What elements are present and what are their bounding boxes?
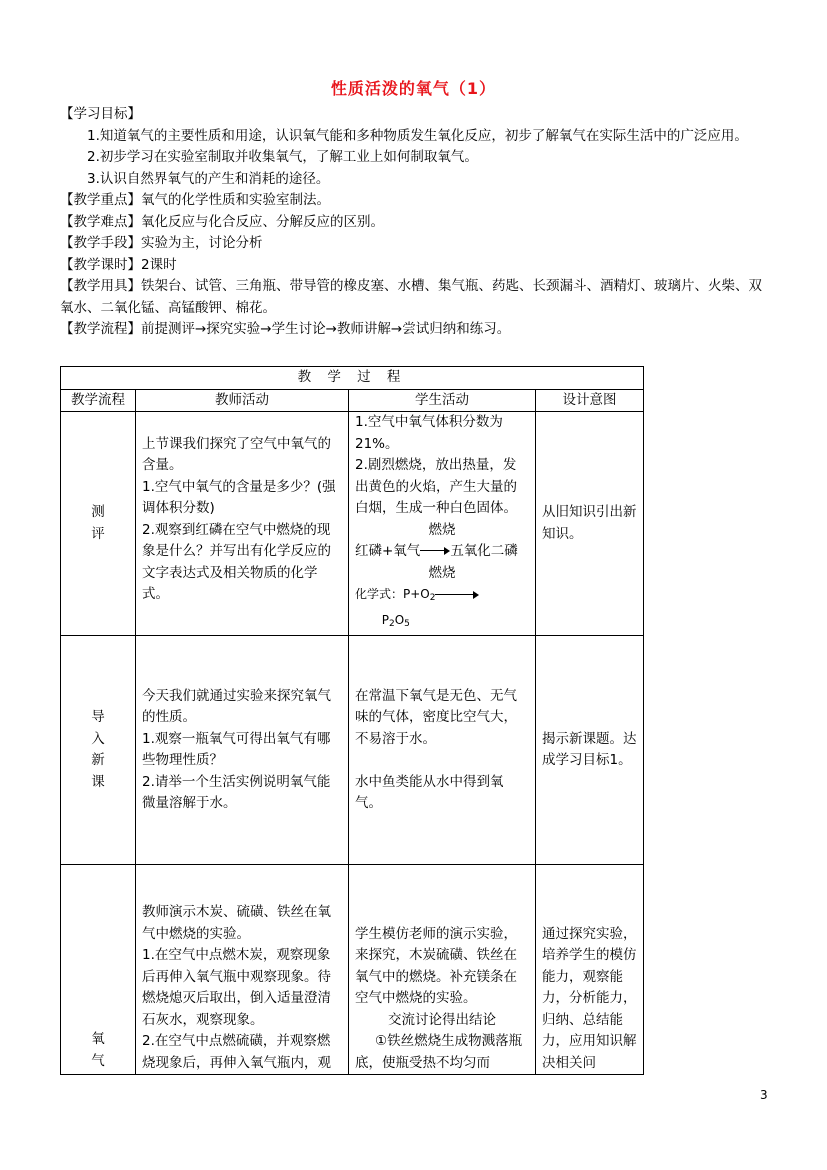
student-line: 交流讨论得出结论: [388, 1011, 496, 1028]
objective-1: 1.知道氧气的主要性质和用途，认识氧气能和多种物质发生氧化反应，初步了解氧气在实际生活中的广泛应用。: [87, 127, 748, 144]
stage-cell: [61, 636, 136, 865]
equation-condition: 燃烧: [428, 521, 456, 538]
teacher-cell: [136, 636, 349, 865]
arrow-icon: [420, 547, 450, 555]
student-cell: [349, 636, 536, 865]
column-header-intent: 设计意图: [536, 389, 644, 412]
formula-right: P: [381, 612, 389, 627]
page-number: 3: [760, 1088, 768, 1102]
teacher-line: 1.在空气中点燃木炭，观察现象后再伸入氧气瓶中观察现象。待燃烧熄灭后取出，倒入适量澄清石灰水，观察现象。: [142, 947, 331, 1028]
subscript: 2: [429, 593, 436, 603]
key-points: 【教学重点】氧气的化学性质和实验室制法。: [60, 192, 330, 208]
teacher-cell: [136, 865, 349, 1075]
teacher-line: 2.观察到红磷在空气中燃烧的现象是什么？并写出有化学反应的文字表达式及相关物质的化学式。: [142, 521, 331, 602]
stage-char: 氧: [91, 1031, 105, 1047]
teacher-line: 2.在空气中点燃硫磺，并观察燃烧现象后，再伸入氧气瓶内，观: [142, 1033, 331, 1071]
teacher-line: 1.观察一瓶氧气可得出氧气有哪些物理性质？: [142, 730, 331, 768]
subscript: 2: [388, 618, 395, 629]
equation-right: 五氧化二磷: [450, 543, 518, 559]
teacher-line: 今天我们就通过实验来探究氧气的性质。: [142, 687, 331, 725]
student-cell: [349, 865, 536, 1075]
stage-char: 入: [91, 730, 105, 747]
column-header-teacher: 教师活动: [136, 389, 349, 412]
stage-char: 导: [91, 709, 105, 725]
teaching-equipment: 【教学用具】铁架台、试管、三角瓶、带导管的橡皮塞、水槽、集气瓶、药匙、长颈漏斗、酒精灯、玻璃片、火柴、双氧水、二氧化锰、高锰酸钾、棉花。: [60, 278, 762, 316]
difficulties: 【教学难点】氧化反应与化合反应、分解反应的区别。: [60, 213, 384, 230]
intent-cell: [536, 865, 644, 1075]
teaching-means: 【教学手段】实验为主，讨论分析: [60, 235, 263, 251]
teacher-line: 2.请举一个生活实例说明氧气能微量溶解于水。: [142, 773, 331, 811]
student-line: 学生模仿老师的演示实验，来探究，木炭硫磺、铁丝在氧气中的燃烧。补充镁条在空气中燃烧的实验。: [355, 925, 517, 1006]
intent-cell: [536, 412, 644, 636]
intent-text: 从旧知识引出新知识。: [542, 504, 637, 542]
student-line: 在常温下氧气是无色、无气味的气体，密度比空气大，不易溶于水。: [355, 687, 517, 747]
intent-cell: [536, 636, 644, 865]
stage-cell: [61, 412, 136, 636]
intent-text: 揭示新课题。达成学习目标1。: [542, 730, 637, 768]
teacher-cell: [136, 412, 349, 636]
equation-condition: 燃烧: [428, 564, 456, 581]
student-line: 2.剧烈燃烧，放出热量，发出黄色的火焰，产生大量的白烟，生成一种白色固体。: [355, 457, 517, 516]
arrow-icon: [435, 591, 479, 599]
teacher-line: 1.空气中氧气的含量是多少？(强调体积分数): [142, 478, 336, 516]
stage-char: 新: [91, 752, 105, 768]
column-header-student: 学生活动: [349, 389, 536, 412]
stage-char: 评: [91, 525, 105, 542]
process-table: [60, 366, 644, 1075]
subscript: 5: [404, 618, 410, 629]
formula-oxygen: O: [394, 612, 405, 627]
teacher-line: 教师演示木炭、硫磺、铁丝在氧气中燃烧的实验。: [142, 904, 331, 942]
stage-char: 气: [91, 1052, 105, 1069]
stage-cell: [61, 865, 136, 1075]
formula-left: 化学式：P+O: [355, 587, 430, 601]
table-header: 教 学 过 程: [61, 367, 644, 390]
intro-section: [60, 104, 772, 341]
table-row: [61, 412, 644, 636]
stage-char: 测: [91, 504, 105, 520]
table-row: [61, 865, 644, 1075]
equation-left: 红磷+氧气: [355, 543, 421, 559]
objectives-label: 【学习目标】: [60, 106, 141, 122]
teaching-hours: 【教学课时】2课时: [60, 256, 177, 273]
student-cell: [349, 412, 536, 636]
table-row: [61, 636, 644, 865]
objective-3: 3.认识自然界氧气的产生和消耗的途径。: [87, 170, 330, 187]
teaching-flow: 【教学流程】前提测评→探究实验→学生讨论→教师讲解→尝试归纳和练习。: [60, 321, 511, 337]
objective-2: 2.初步学习在实验室制取并收集氧气，了解工业上如何制取氧气。: [87, 149, 478, 165]
formula-equation: [355, 584, 529, 635]
student-line: ①铁丝燃烧生成物溅落瓶底，使瓶受热不均匀而: [355, 1033, 523, 1071]
student-line: 1.空气中氧气体积分数为21%。: [355, 414, 503, 452]
page-title: 性质活泼的氧气（1）: [330, 79, 497, 98]
teacher-line: 上节课我们探究了空气中氧气的含量。: [142, 435, 331, 473]
column-header-flow: 教学流程: [61, 389, 136, 412]
student-line: 水中鱼类能从水中得到氧气。: [355, 773, 504, 811]
stage-char: 课: [91, 773, 105, 790]
intent-text: 通过探究实验，培养学生的模仿能力，观察能力，分析能力，归纳、总结能力，应用知识解决相关问: [542, 925, 637, 1071]
word-equation: [355, 541, 529, 563]
